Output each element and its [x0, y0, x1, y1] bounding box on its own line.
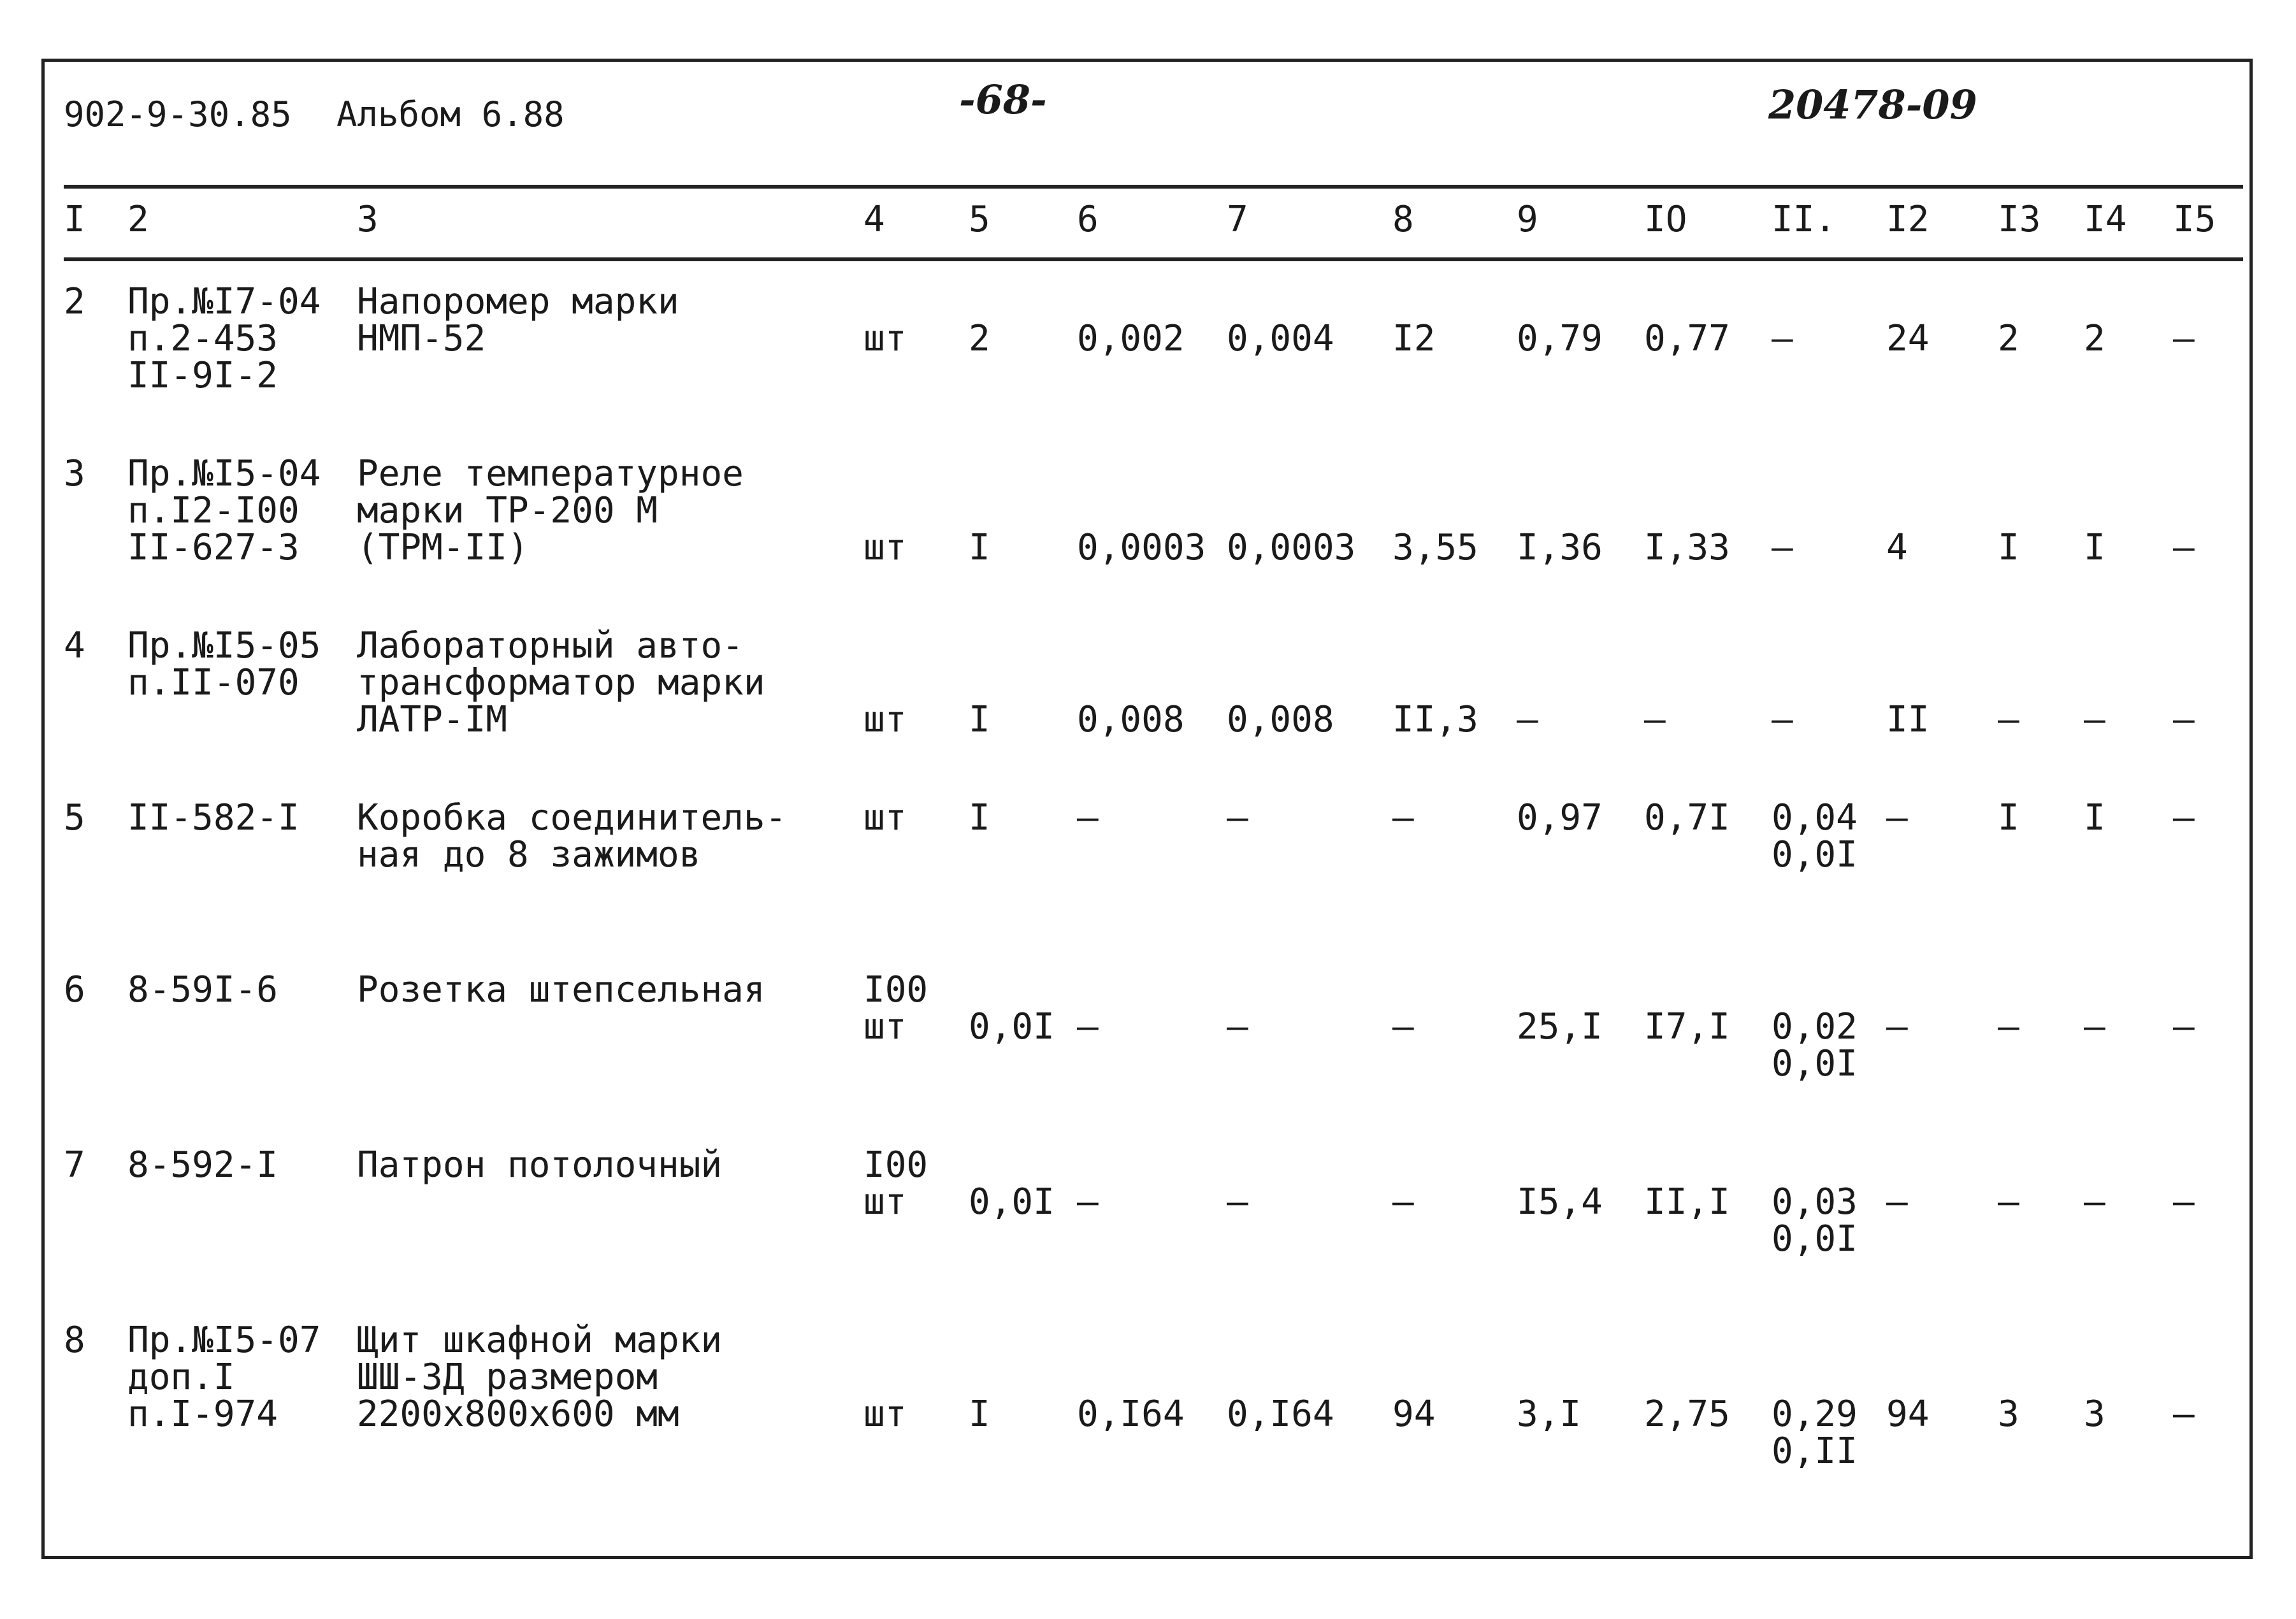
table-cell-r1-c10: 0,77: [1644, 318, 1730, 359]
table-cell-r3-c8: II,3: [1392, 699, 1478, 740]
table-cell-r5-c3: Розетка штепсельная: [357, 969, 765, 1011]
table-cell-r5-c13: –: [1998, 1006, 2019, 1047]
column-header-7: 7: [1227, 199, 1248, 240]
table-cell-r6-c10: II,I: [1644, 1181, 1730, 1223]
table-cell-r2-c8: 3,55: [1392, 527, 1478, 568]
table-cell-r6-c14: –: [2084, 1181, 2105, 1223]
table-cell-r1-c1: 2: [64, 281, 85, 322]
table-cell-r7-c7: 0,I64: [1227, 1393, 1334, 1435]
column-header-8: 8: [1392, 199, 1414, 240]
table-cell-r1-c14: 2: [2084, 318, 2105, 359]
table-cell-r2-c12: 4: [1886, 527, 1908, 568]
table-cell-r4-c12: –: [1886, 797, 1908, 838]
table-cell-r6-c7: –: [1227, 1181, 1248, 1223]
table-cell-r2-c7: 0,0003: [1227, 527, 1356, 568]
table-cell-r4-c1: 5: [64, 797, 85, 838]
table-cell-r3-c11: –: [1772, 699, 1793, 740]
table-cell-r1-c12: 24: [1886, 318, 1930, 359]
table-cell-r3-c13: –: [1998, 699, 2019, 740]
table-cell-r7-c12: 94: [1886, 1393, 1930, 1435]
table-cell-r7-c11: 0,29 0,II: [1772, 1393, 1858, 1472]
table-cell-r5-c2: 8-59I-6: [127, 969, 278, 1011]
table-cell-r4-c3: Коробка соединитель- ная до 8 зажимов: [357, 797, 787, 875]
table-cell-r5-c15: –: [2173, 1006, 2195, 1047]
table-cell-r5-c7: –: [1227, 1006, 1248, 1047]
table-cell-r7-c3: Щит шкафной марки ШШ-3Д размером 2200х800х600 мм: [357, 1320, 723, 1435]
table-cell-r5-c14: –: [2084, 1006, 2105, 1047]
table-cell-r3-c15: –: [2173, 699, 2195, 740]
table-cell-r5-c5: 0,0I: [969, 1006, 1055, 1047]
header-rule-bottom: [64, 257, 2243, 261]
table-cell-r4-c10: 0,7I: [1644, 797, 1730, 838]
table-cell-r5-c6: –: [1077, 1006, 1099, 1047]
table-cell-r3-c10: –: [1644, 699, 1666, 740]
column-header-2: 2: [127, 199, 149, 240]
table-cell-r4-c15: –: [2173, 797, 2195, 838]
album-label: Альбом 6.88: [336, 94, 565, 134]
table-cell-r6-c9: I5,4: [1517, 1181, 1603, 1223]
table-cell-r2-c10: I,33: [1644, 527, 1730, 568]
table-cell-r3-c12: II: [1886, 699, 1930, 740]
column-header-1: I: [64, 199, 85, 240]
table-cell-r5-c11: 0,02 0,0I: [1772, 1006, 1858, 1084]
table-cell-r6-c13: –: [1998, 1181, 2019, 1223]
table-cell-r5-c8: –: [1392, 1006, 1414, 1047]
column-header-9: 9: [1517, 199, 1538, 240]
table-cell-r1-c15: –: [2173, 318, 2195, 359]
table-cell-r5-c12: –: [1886, 1006, 1908, 1047]
column-header-13: I3: [1998, 199, 2041, 240]
table-cell-r6-c8: –: [1392, 1181, 1414, 1223]
table-cell-r1-c2: Пр.№I7-04 п.2-453 II-9I-2: [127, 281, 321, 396]
table-cell-r3-c4: шт: [863, 699, 907, 740]
table-cell-r7-c15: –: [2173, 1393, 2195, 1435]
table-cell-r2-c1: 3: [64, 453, 85, 494]
table-cell-r7-c2: Пр.№I5-07 доп.I п.I-974: [127, 1320, 321, 1435]
table-cell-r4-c11: 0,04 0,0I: [1772, 797, 1858, 875]
table-cell-r3-c5: I: [969, 699, 990, 740]
table-cell-r7-c10: 2,75: [1644, 1393, 1730, 1435]
table-cell-r5-c1: 6: [64, 969, 85, 1011]
table-cell-r1-c11: –: [1772, 318, 1793, 359]
table-cell-r6-c4: I00 шт: [863, 1144, 928, 1223]
doc-code: 902-9-30.85: [64, 94, 292, 134]
table-cell-r6-c15: –: [2173, 1181, 2195, 1223]
table-cell-r3-c1: 4: [64, 625, 85, 666]
table-cell-r7-c1: 8: [64, 1320, 85, 1361]
table-cell-r2-c14: I: [2084, 527, 2105, 568]
column-header-12: I2: [1886, 199, 1930, 240]
table-cell-r3-c9: –: [1517, 699, 1538, 740]
table-cell-r4-c14: I: [2084, 797, 2105, 838]
column-header-4: 4: [863, 199, 885, 240]
table-cell-r7-c14: 3: [2084, 1393, 2105, 1435]
table-cell-r7-c4: шт: [863, 1393, 907, 1435]
column-header-6: 6: [1077, 199, 1099, 240]
table-cell-r1-c4: шт: [863, 318, 907, 359]
table-cell-r6-c11: 0,03 0,0I: [1772, 1181, 1858, 1260]
table-cell-r4-c9: 0,97: [1517, 797, 1603, 838]
table-cell-r4-c7: –: [1227, 797, 1248, 838]
table-cell-r2-c2: Пр.№I5-04 п.I2-I00 II-627-3: [127, 453, 321, 568]
column-header-5: 5: [969, 199, 990, 240]
table-cell-r6-c12: –: [1886, 1181, 1908, 1223]
table-cell-r5-c9: 25,I: [1517, 1006, 1603, 1047]
table-cell-r3-c2: Пр.№I5-05 п.II-070: [127, 625, 321, 703]
column-header-3: 3: [357, 199, 379, 240]
column-header-10: IO: [1644, 199, 1687, 240]
table-cell-r2-c15: –: [2173, 527, 2195, 568]
column-header-11: II.: [1772, 199, 1837, 240]
doc-number: 20478-09: [1768, 82, 1977, 128]
table-cell-r6-c5: 0,0I: [969, 1181, 1055, 1223]
column-header-15: I5: [2173, 199, 2216, 240]
table-cell-r4-c4: шт: [863, 797, 907, 838]
page-number: -68-: [959, 76, 1047, 123]
table-cell-r1-c7: 0,004: [1227, 318, 1334, 359]
table-cell-r1-c13: 2: [1998, 318, 2019, 359]
table-cell-r3-c3: Лабораторный авто- трансформатор марки ЛАТР-IM: [357, 625, 765, 740]
table-cell-r4-c13: I: [1998, 797, 2019, 838]
table-cell-r1-c8: I2: [1392, 318, 1436, 359]
column-header-14: I4: [2084, 199, 2127, 240]
table-cell-r7-c9: 3,I: [1517, 1393, 1582, 1435]
table-cell-r1-c9: 0,79: [1517, 318, 1603, 359]
table-cell-r1-c3: Напоромер марки НМП-52: [357, 281, 679, 359]
table-cell-r5-c4: I00 шт: [863, 969, 928, 1047]
table-cell-r1-c6: 0,002: [1077, 318, 1185, 359]
table-cell-r2-c4: шт: [863, 527, 907, 568]
table-cell-r2-c3: Реле температурное марки ТР-200 М (ТРМ-II): [357, 453, 744, 568]
table-cell-r7-c5: I: [969, 1393, 990, 1435]
table-cell-r2-c9: I,36: [1517, 527, 1603, 568]
table-cell-r6-c1: 7: [64, 1144, 85, 1186]
table-cell-r2-c13: I: [1998, 527, 2019, 568]
table-cell-r3-c14: –: [2084, 699, 2105, 740]
table-cell-r7-c13: 3: [1998, 1393, 2019, 1435]
table-cell-r1-c5: 2: [969, 318, 990, 359]
table-cell-r4-c8: –: [1392, 797, 1414, 838]
table-cell-r4-c2: II-582-I: [127, 797, 300, 838]
table-cell-r3-c6: 0,008: [1077, 699, 1185, 740]
table-cell-r2-c5: I: [969, 527, 990, 568]
table-cell-r7-c6: 0,I64: [1077, 1393, 1185, 1435]
table-cell-r6-c2: 8-592-I: [127, 1144, 278, 1186]
table-cell-r2-c11: –: [1772, 527, 1793, 568]
table-cell-r4-c5: I: [969, 797, 990, 838]
table-cell-r5-c10: I7,I: [1644, 1006, 1730, 1047]
table-cell-r6-c3: Патрон потолочный: [357, 1144, 723, 1186]
table-cell-r4-c6: –: [1077, 797, 1099, 838]
table-cell-r3-c7: 0,008: [1227, 699, 1334, 740]
table-cell-r2-c6: 0,0003: [1077, 527, 1206, 568]
table-cell-r7-c8: 94: [1392, 1393, 1436, 1435]
header-rule-top: [64, 185, 2243, 189]
table-cell-r6-c6: –: [1077, 1181, 1099, 1223]
